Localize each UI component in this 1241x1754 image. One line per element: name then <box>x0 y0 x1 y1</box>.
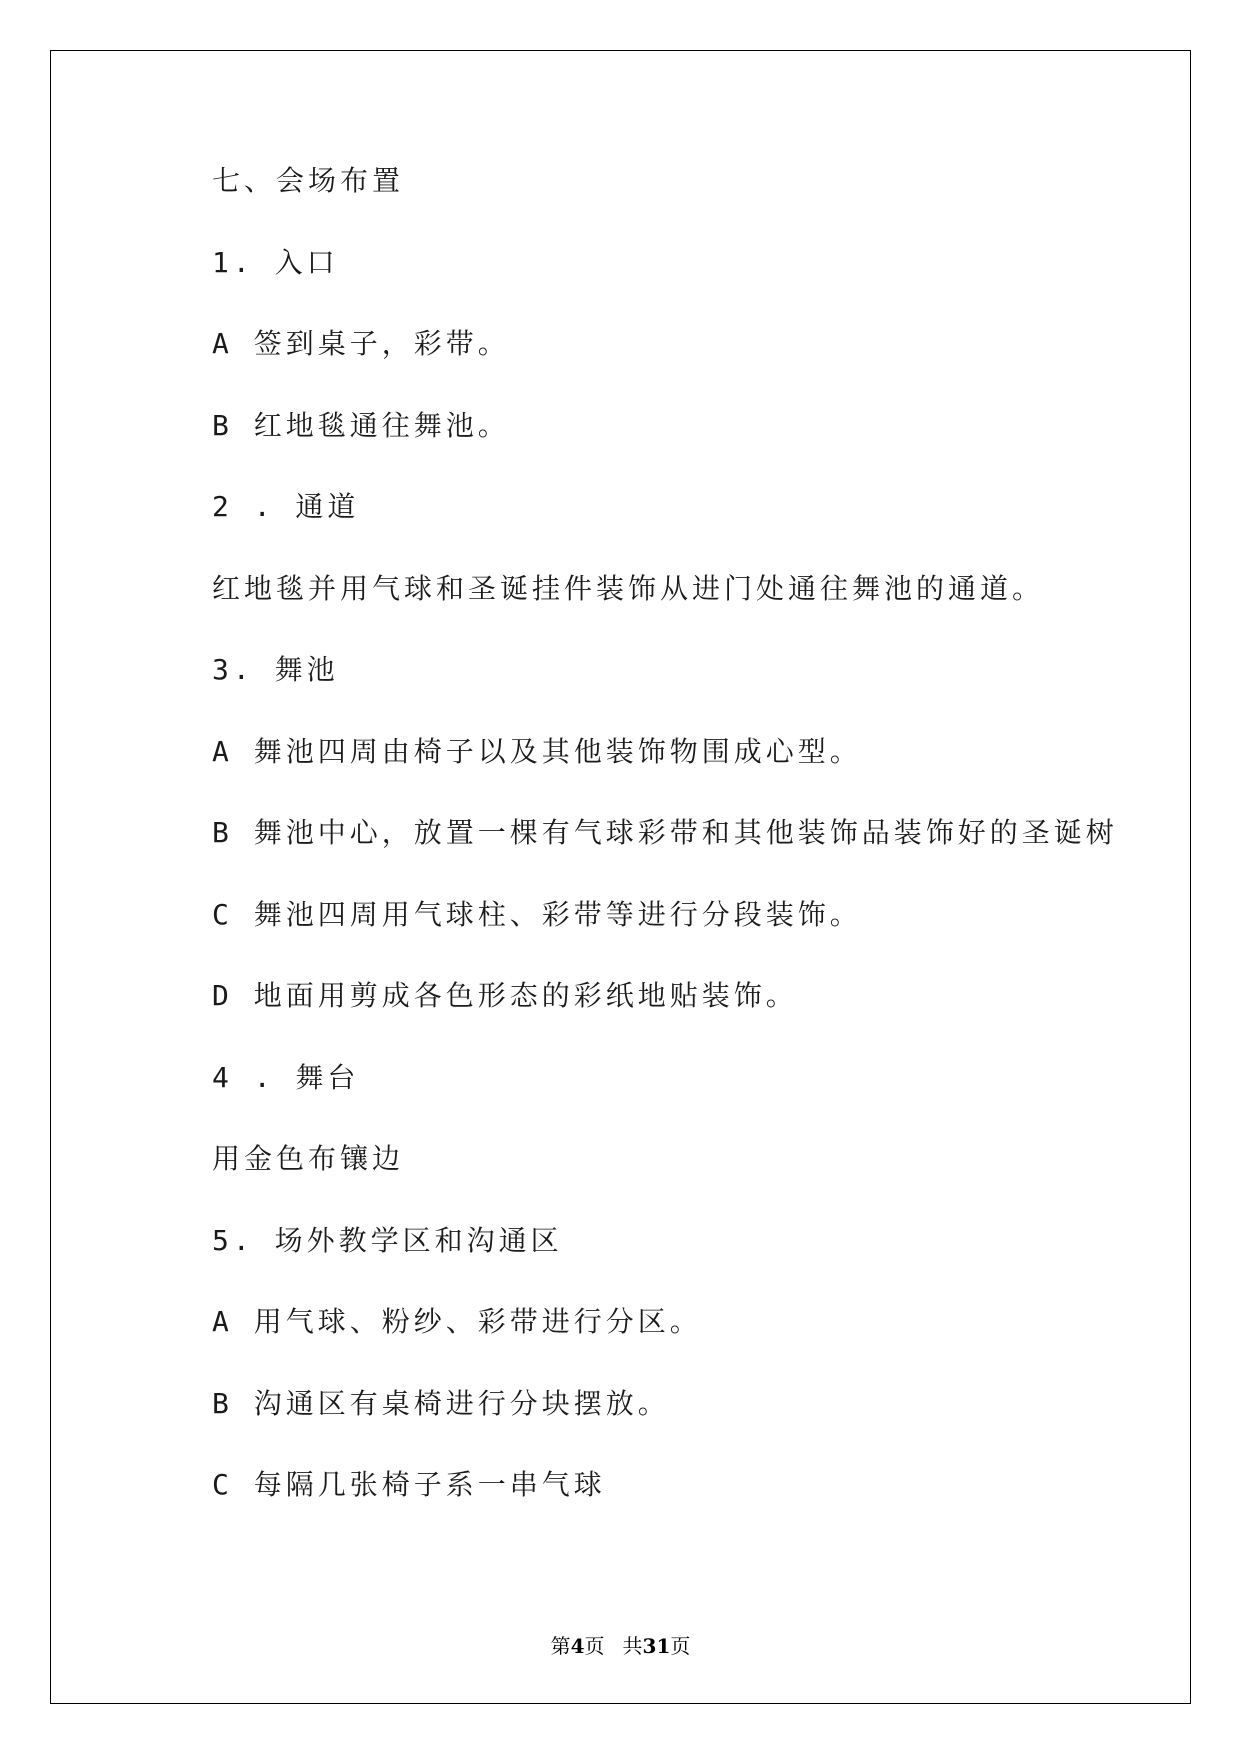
section-heading: 七、会场布置 <box>212 164 405 197</box>
list-item: A 用气球、粉纱、彩带进行分区。 <box>212 1305 702 1338</box>
paragraph: 用金色布镶边 <box>212 1142 405 1175</box>
paragraph: 红地毯并用气球和圣诞挂件装饰从进门处通往舞池的通道。 <box>212 571 1045 605</box>
document-body <box>212 164 1118 1551</box>
list-item: D 地面用剪成各色形态的彩纸地贴装饰。 <box>212 979 798 1012</box>
subsection-heading: 4 . 舞台 <box>212 1060 360 1094</box>
subsection-heading: 3. 舞池 <box>212 653 339 686</box>
total-suffix: 页 <box>670 1634 691 1658</box>
list-item: C 每隔几张椅子系一串气球 <box>212 1468 606 1501</box>
list-item: B 红地毯通往舞池。 <box>212 408 510 442</box>
page-footer <box>0 1630 1241 1659</box>
page-prefix: 第 <box>550 1634 571 1658</box>
page-number: 4 <box>570 1634 585 1658</box>
list-item: A 签到桌子，彩带。 <box>212 327 510 360</box>
list-item: C 舞池四周用气球柱、彩带等进行分段装饰。 <box>212 897 862 931</box>
list-item: A 舞池四周由椅子以及其他装饰物围成心型。 <box>212 734 862 768</box>
page-suffix: 页 <box>584 1634 605 1658</box>
list-item: B 舞池中心，放置一棵有气球彩带和其他装饰品装饰好的圣诞树 <box>212 816 1118 849</box>
total-pages: 31 <box>642 1634 671 1658</box>
subsection-heading: 1. 入口 <box>212 245 339 279</box>
subsection-heading: 5. 场外教学区和沟通区 <box>212 1223 563 1257</box>
total-prefix: 共 <box>622 1634 643 1658</box>
list-item: B 沟通区有桌椅进行分块摆放。 <box>212 1386 670 1420</box>
subsection-heading: 2 . 通道 <box>212 490 360 523</box>
